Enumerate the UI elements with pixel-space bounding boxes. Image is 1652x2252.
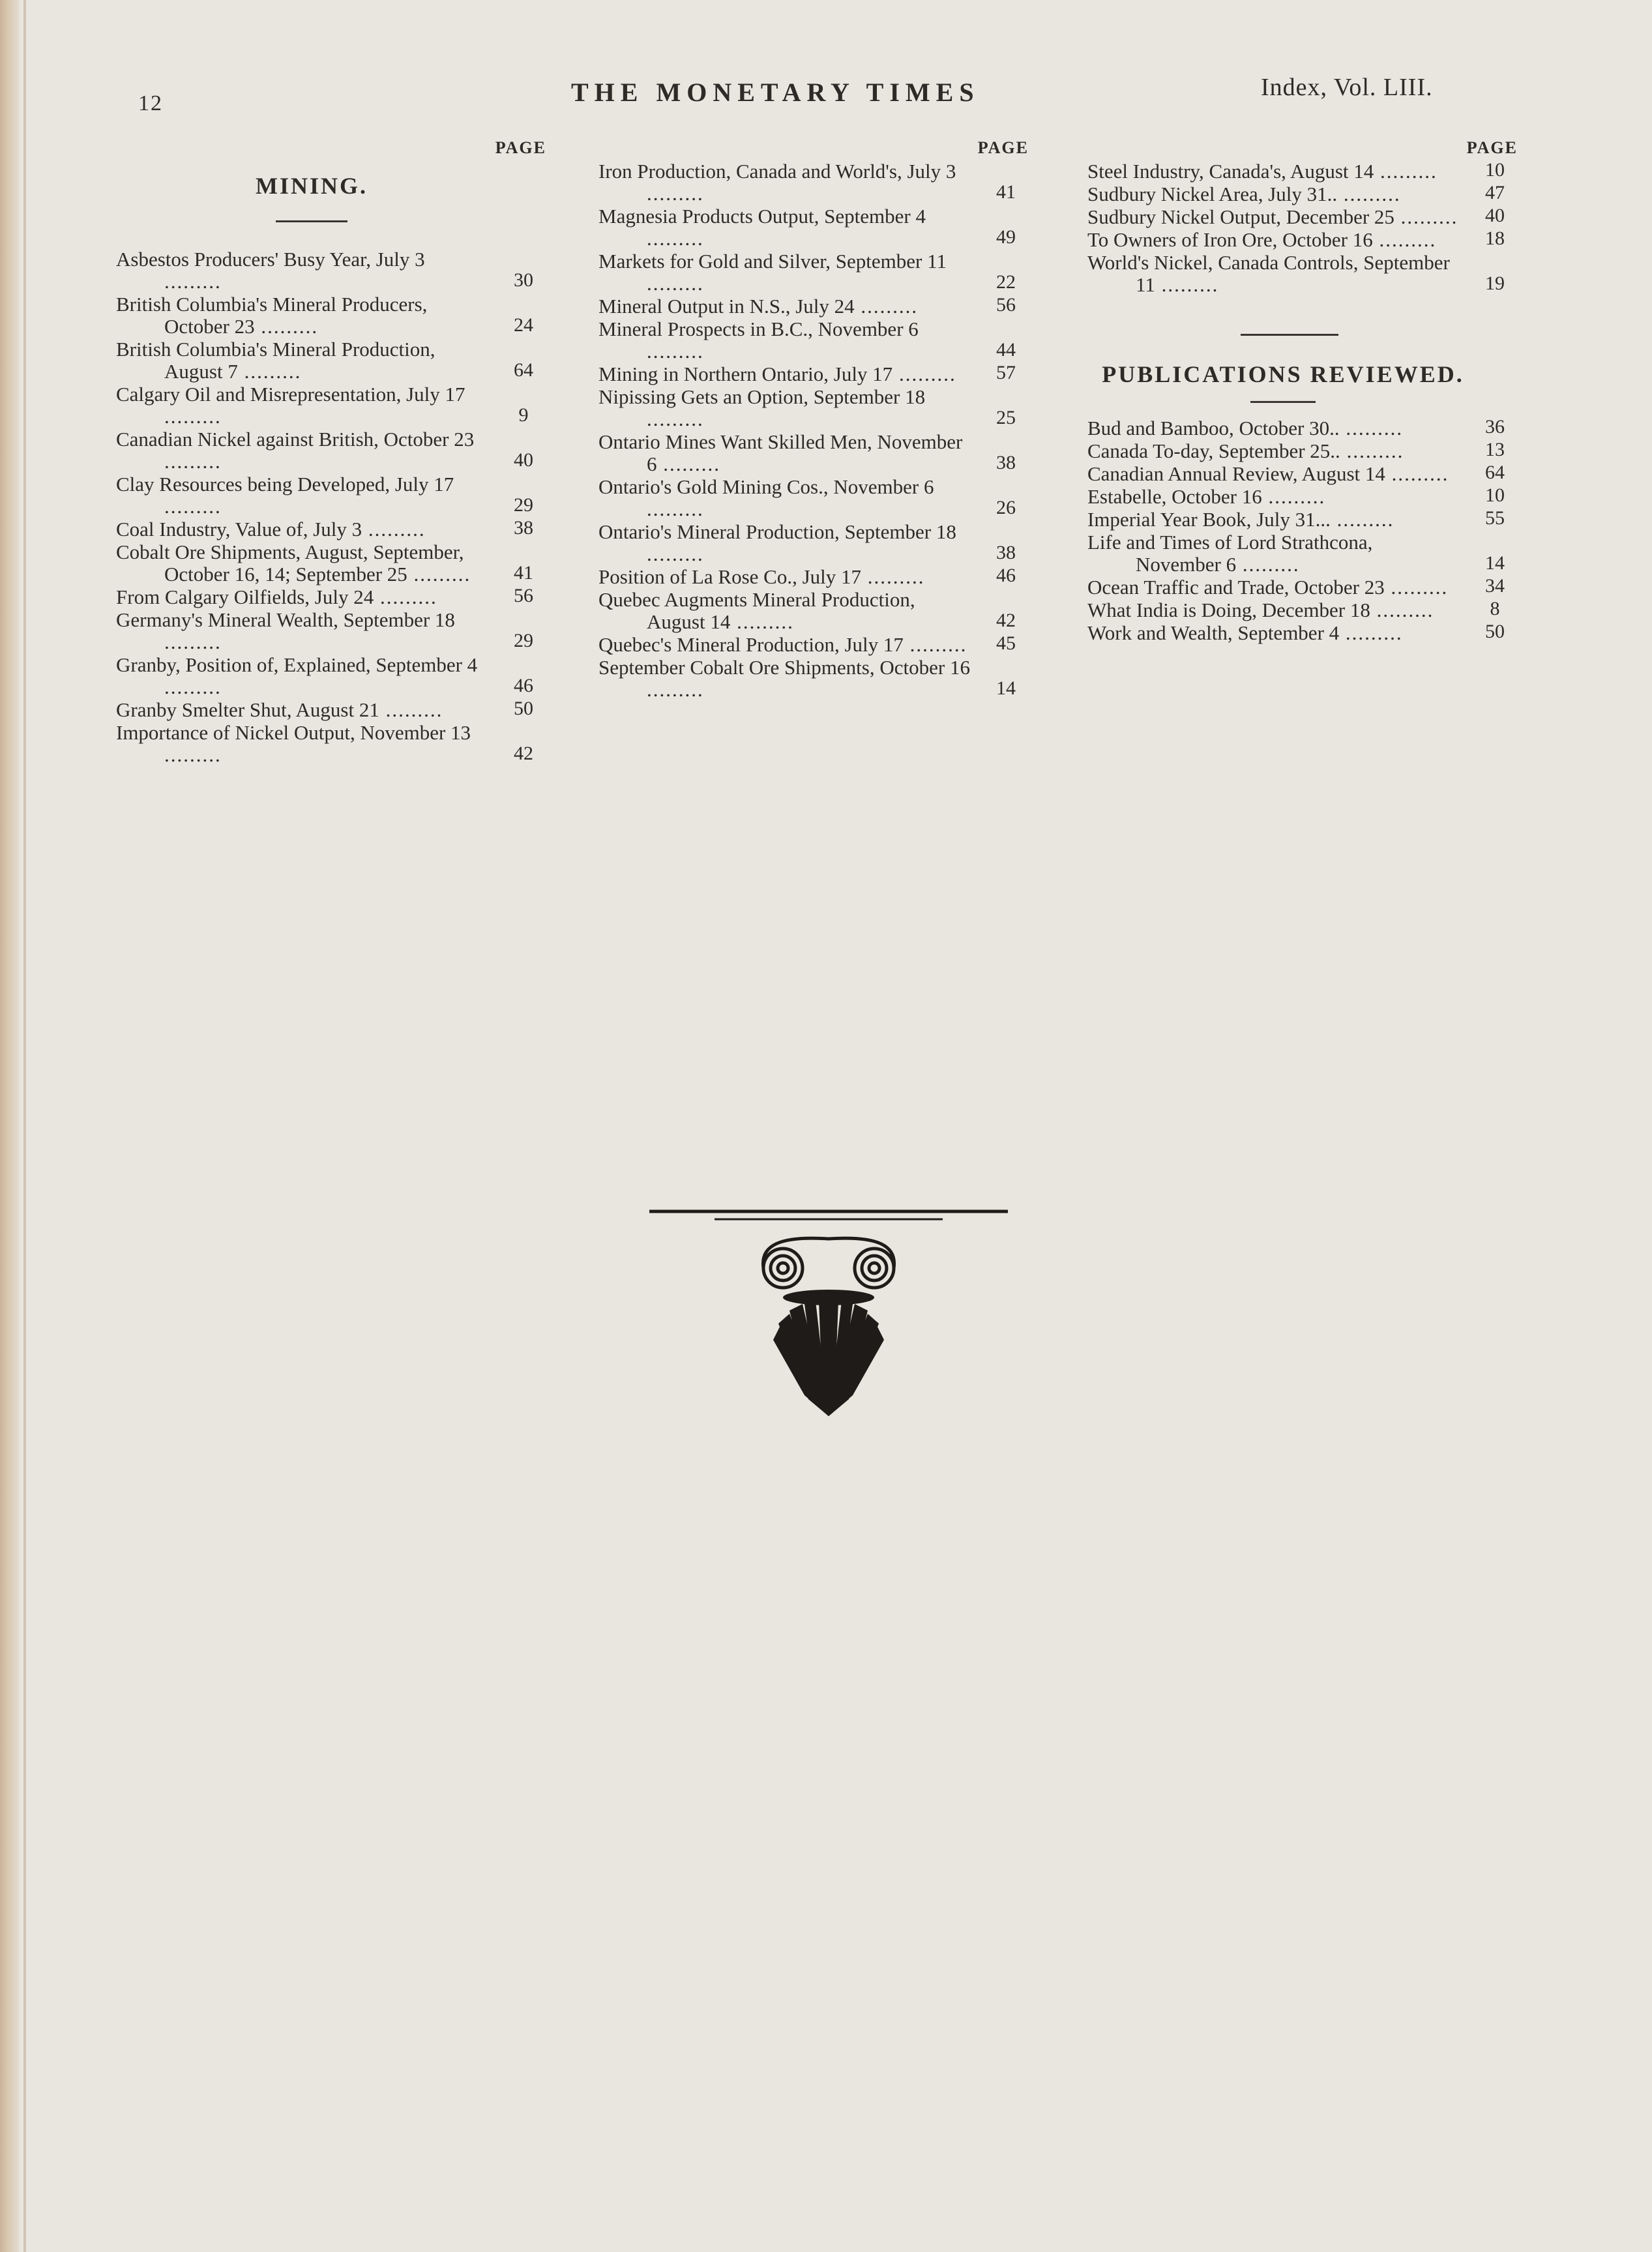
publication-entry bbox=[1087, 622, 1518, 644]
index-entry bbox=[598, 634, 1029, 656]
entry-page-number: 56 bbox=[996, 294, 1016, 316]
journal-title: THE MONETARY TIMES bbox=[571, 78, 980, 107]
dot-leader: ......... bbox=[647, 182, 704, 205]
heading-rule bbox=[1250, 401, 1316, 403]
section-heading-publications: PUBLICATIONS REVIEWED. bbox=[1102, 361, 1464, 387]
entry-title-text: September Cobalt Ore Shipments, October 16 bbox=[598, 656, 970, 679]
entry-page-number: 45 bbox=[996, 632, 1016, 654]
entry-title bbox=[598, 634, 970, 656]
entry-title-text: Clay Resources being Developed, July 17 bbox=[116, 473, 454, 496]
entry-title-text: World's Nickel, Canada Controls, September 11 bbox=[1087, 251, 1450, 296]
dot-leader: ......... bbox=[647, 497, 704, 520]
entry-title-text: Granby, Position of, Explained, September 4 bbox=[116, 653, 478, 676]
dot-leader: ......... bbox=[1339, 417, 1404, 439]
entry-title-text: Ontario Mines Want Skilled Men, November 6 bbox=[598, 430, 963, 475]
index-entry bbox=[598, 657, 1029, 701]
index-entry bbox=[1087, 229, 1518, 251]
dot-leader: ......... bbox=[164, 270, 222, 293]
dot-leader: ......... bbox=[254, 315, 319, 338]
mining-entry-list bbox=[1087, 160, 1518, 296]
dot-leader: ......... bbox=[237, 360, 302, 383]
entry-title bbox=[598, 160, 970, 205]
entry-page-number: 13 bbox=[1485, 439, 1505, 460]
entry-page-number: 38 bbox=[514, 517, 533, 539]
entry-page-number: 26 bbox=[996, 497, 1016, 518]
entry-page-number: 38 bbox=[996, 452, 1016, 473]
index-entry bbox=[116, 428, 546, 473]
entry-title bbox=[116, 248, 488, 293]
entry-page-number: 47 bbox=[1485, 182, 1505, 203]
index-column-1 bbox=[116, 138, 546, 767]
index-entry bbox=[1087, 160, 1518, 183]
dot-leader: ......... bbox=[903, 633, 967, 656]
entry-title-text: To Owners of Iron Ore, October 16 bbox=[1087, 228, 1373, 251]
index-entry bbox=[1087, 206, 1518, 228]
dot-leader: ......... bbox=[1340, 439, 1404, 462]
page-column-label: PAGE bbox=[495, 138, 546, 157]
dot-leader: ......... bbox=[164, 675, 222, 698]
index-entry bbox=[598, 160, 1029, 205]
index-entry bbox=[116, 654, 546, 698]
page-number: 12 bbox=[138, 91, 163, 115]
entry-title bbox=[598, 363, 970, 385]
entry-page-number: 44 bbox=[996, 339, 1016, 361]
entry-title-text: What India is Doing, December 18 bbox=[1087, 599, 1370, 621]
entry-title-text: Cobalt Ore Shipments, August, September, October 16, 14; September 25 bbox=[116, 541, 464, 585]
publication-entry bbox=[1087, 509, 1518, 531]
entry-page-number: 22 bbox=[996, 271, 1016, 293]
entry-title bbox=[116, 473, 488, 518]
entry-title bbox=[116, 293, 488, 338]
dot-leader: ......... bbox=[647, 272, 704, 295]
entry-title-text: Sudbury Nickel Output, December 25 bbox=[1087, 205, 1394, 228]
dot-leader: ......... bbox=[164, 450, 222, 473]
entry-title bbox=[1087, 531, 1459, 576]
entry-title-text: From Calgary Oilfields, July 24 bbox=[116, 585, 374, 608]
entry-title-text: Coal Industry, Value of, July 3 bbox=[116, 518, 362, 541]
heading-rule bbox=[276, 220, 347, 222]
entry-title bbox=[116, 586, 488, 608]
dot-leader: ......... bbox=[1394, 205, 1458, 228]
entry-title bbox=[1087, 252, 1459, 296]
dot-leader: ......... bbox=[1370, 599, 1434, 621]
entry-title-text: Asbestos Producers' Busy Year, July 3 bbox=[116, 248, 425, 271]
index-entry bbox=[116, 473, 546, 518]
entry-title bbox=[598, 589, 970, 633]
entry-title bbox=[1087, 463, 1459, 485]
dot-leader: ......... bbox=[1372, 228, 1437, 251]
entry-page-number: 49 bbox=[996, 226, 1016, 248]
index-entry bbox=[116, 383, 546, 428]
entry-title bbox=[1087, 183, 1459, 205]
entry-title bbox=[598, 205, 970, 250]
entry-title bbox=[116, 428, 488, 473]
index-entry bbox=[598, 476, 1029, 520]
dot-leader: ......... bbox=[164, 405, 222, 428]
entry-title bbox=[598, 657, 970, 701]
page-column-label: PAGE bbox=[1466, 138, 1518, 157]
entry-title bbox=[1087, 206, 1459, 228]
dot-leader: ......... bbox=[861, 565, 925, 588]
index-entry bbox=[116, 586, 546, 608]
publication-entry bbox=[1087, 599, 1518, 621]
dot-leader: ......... bbox=[647, 542, 704, 565]
entry-page-number: 41 bbox=[996, 181, 1016, 203]
entry-title-text: Ontario's Gold Mining Cos., November 6 bbox=[598, 475, 934, 498]
entry-page-number: 64 bbox=[1485, 462, 1505, 483]
entry-title-text: British Columbia's Mineral Producers, October 23 bbox=[116, 293, 428, 338]
dot-leader: ......... bbox=[379, 698, 443, 721]
publications-entry-list bbox=[1087, 417, 1518, 644]
dot-leader: ......... bbox=[1385, 462, 1449, 485]
entry-title-text: Quebec Augments Mineral Production, August 14 bbox=[598, 588, 915, 633]
publication-entry bbox=[1087, 576, 1518, 599]
index-entry bbox=[598, 205, 1029, 250]
entry-page-number: 10 bbox=[1485, 484, 1505, 506]
index-entry bbox=[598, 363, 1029, 385]
entry-title bbox=[598, 431, 970, 475]
page-column-label: PAGE bbox=[977, 138, 1029, 157]
index-entry bbox=[598, 521, 1029, 565]
entry-page-number: 50 bbox=[514, 698, 533, 719]
dot-leader: ......... bbox=[892, 363, 956, 385]
dot-leader: ......... bbox=[1155, 273, 1219, 296]
entry-title-text: Ocean Traffic and Trade, October 23 bbox=[1087, 576, 1385, 599]
entry-title-text: Steel Industry, Canada's, August 14 bbox=[1087, 160, 1374, 183]
entry-title-text: Life and Times of Lord Strathcona, November 6 bbox=[1087, 531, 1373, 576]
entry-title-text: Magnesia Products Output, September 4 bbox=[598, 205, 926, 228]
binding-shadow-line bbox=[23, 0, 26, 2252]
mining-entry-list bbox=[598, 160, 1029, 701]
index-column-3 bbox=[1087, 138, 1518, 645]
entry-page-number: 24 bbox=[514, 314, 533, 336]
entry-page-number: 29 bbox=[514, 630, 533, 651]
dot-leader: ......... bbox=[1261, 485, 1326, 508]
entry-page-number: 40 bbox=[1485, 205, 1505, 226]
mining-entry-list bbox=[116, 248, 546, 766]
entry-title-text: Position of La Rose Co., July 17 bbox=[598, 565, 862, 588]
entry-title bbox=[598, 318, 970, 363]
entry-title-text: Germany's Mineral Wealth, September 18 bbox=[116, 608, 455, 631]
index-entry bbox=[598, 250, 1029, 295]
entry-page-number: 19 bbox=[1485, 273, 1505, 294]
dot-leader: ......... bbox=[407, 563, 471, 585]
dot-leader: ......... bbox=[164, 630, 222, 653]
entry-page-number: 50 bbox=[1485, 621, 1505, 642]
entry-title-text: Importance of Nickel Output, November 13 bbox=[116, 721, 471, 744]
index-entry bbox=[598, 295, 1029, 318]
index-entry bbox=[1087, 183, 1518, 205]
entry-page-number: 8 bbox=[1490, 598, 1500, 619]
dot-leader: ......... bbox=[374, 585, 437, 608]
entry-title bbox=[598, 295, 970, 318]
section-heading-mining: MINING. bbox=[256, 173, 368, 199]
entry-title-text: British Columbia's Mineral Production, August 7 bbox=[116, 338, 435, 383]
dot-leader: ......... bbox=[1384, 576, 1449, 599]
entry-page-number: 9 bbox=[518, 404, 529, 426]
index-entry bbox=[116, 518, 546, 541]
index-entry bbox=[598, 431, 1029, 475]
entry-title bbox=[598, 566, 970, 588]
entry-page-number: 34 bbox=[1485, 575, 1505, 597]
entry-title-text: Quebec's Mineral Production, July 17 bbox=[598, 633, 904, 656]
entry-title bbox=[116, 609, 488, 653]
entry-title-text: Granby Smelter Shut, August 21 bbox=[116, 698, 379, 721]
publication-entry bbox=[1087, 440, 1518, 462]
dot-leader: ......... bbox=[647, 227, 704, 250]
entry-title-text: Bud and Bamboo, October 30.. bbox=[1087, 417, 1340, 439]
entry-title-text: Canadian Annual Review, August 14 bbox=[1087, 462, 1385, 485]
entry-title-text: Canadian Nickel against British, October 23 bbox=[116, 428, 475, 451]
entry-title-text: Work and Wealth, September 4 bbox=[1087, 621, 1340, 644]
dot-leader: ......... bbox=[1374, 160, 1438, 183]
entry-page-number: 42 bbox=[996, 610, 1016, 631]
entry-title bbox=[116, 654, 488, 698]
entry-title-text: Nipissing Gets an Option, September 18 bbox=[598, 385, 926, 408]
entry-title bbox=[1087, 599, 1459, 621]
entry-page-number: 30 bbox=[514, 269, 533, 291]
entry-title bbox=[598, 386, 970, 430]
volume-label: Index, Vol. LIII. bbox=[1261, 74, 1433, 101]
index-entry bbox=[116, 722, 546, 766]
index-entry bbox=[116, 338, 546, 383]
entry-title bbox=[1087, 417, 1459, 439]
index-entry bbox=[598, 386, 1029, 430]
entry-title-text: Canada To-day, September 25.. bbox=[1087, 439, 1340, 462]
dot-leader: ......... bbox=[1236, 553, 1300, 576]
entry-page-number: 40 bbox=[514, 449, 533, 471]
index-entry bbox=[116, 541, 546, 585]
entry-title bbox=[1087, 160, 1459, 183]
index-entry bbox=[116, 248, 546, 293]
entry-page-number: 57 bbox=[996, 362, 1016, 383]
entry-page-number: 25 bbox=[996, 407, 1016, 428]
index-column-2 bbox=[598, 138, 1029, 702]
publication-entry bbox=[1087, 531, 1518, 576]
index-entry bbox=[1087, 252, 1518, 296]
entry-title-text: Iron Production, Canada and World's, July 3 bbox=[598, 160, 956, 183]
entry-title-text: Mining in Northern Ontario, July 17 bbox=[598, 363, 893, 385]
entry-page-number: 46 bbox=[996, 565, 1016, 586]
entry-page-number: 14 bbox=[996, 677, 1016, 699]
scroll-palmette-ornament-icon bbox=[649, 1206, 1008, 1421]
entry-page-number: 64 bbox=[514, 359, 533, 381]
entry-title bbox=[116, 518, 488, 541]
dot-leader: ......... bbox=[647, 407, 704, 430]
publication-entry bbox=[1087, 417, 1518, 439]
entry-page-number: 56 bbox=[514, 585, 533, 606]
entry-title bbox=[1087, 576, 1459, 599]
entry-title-text: Imperial Year Book, July 31... bbox=[1087, 508, 1331, 531]
entry-title-text: Estabelle, October 16 bbox=[1087, 485, 1262, 508]
entry-title-text: Ontario's Mineral Production, September 18 bbox=[598, 520, 956, 543]
section-divider bbox=[1241, 334, 1338, 336]
entry-page-number: 36 bbox=[1485, 416, 1505, 437]
entry-page-number: 38 bbox=[996, 542, 1016, 563]
dot-leader: ......... bbox=[854, 295, 919, 318]
entry-page-number: 55 bbox=[1485, 507, 1505, 529]
entry-page-number: 10 bbox=[1485, 159, 1505, 181]
entry-page-number: 42 bbox=[514, 743, 533, 764]
page-header bbox=[0, 73, 1652, 115]
index-entry bbox=[116, 293, 546, 338]
page-binding-edge bbox=[0, 0, 20, 2252]
dot-leader: ......... bbox=[730, 610, 794, 633]
entry-page-number: 14 bbox=[1485, 552, 1505, 574]
entry-title bbox=[116, 383, 488, 428]
dot-leader: ......... bbox=[647, 678, 704, 701]
entry-title bbox=[1087, 440, 1459, 462]
entry-title bbox=[1087, 509, 1459, 531]
index-entry bbox=[598, 589, 1029, 633]
dot-leader: ......... bbox=[656, 452, 720, 475]
index-entry bbox=[598, 566, 1029, 588]
entry-title-text: Mineral Prospects in B.C., November 6 bbox=[598, 318, 919, 340]
entry-title-text: Calgary Oil and Misrepresentation, July 17 bbox=[116, 383, 465, 406]
entry-title bbox=[1087, 622, 1459, 644]
dot-leader: ......... bbox=[647, 340, 704, 363]
entry-title-text: Mineral Output in N.S., July 24 bbox=[598, 295, 855, 318]
entry-title bbox=[116, 699, 488, 721]
dot-leader: ......... bbox=[164, 495, 222, 518]
entry-page-number: 46 bbox=[514, 675, 533, 696]
entry-title-text: Markets for Gold and Silver, September 11 bbox=[598, 250, 947, 273]
entry-page-number: 18 bbox=[1485, 228, 1505, 249]
entry-page-number: 29 bbox=[514, 494, 533, 516]
entry-title bbox=[1087, 229, 1459, 251]
dot-leader: ......... bbox=[164, 743, 222, 766]
entry-title bbox=[598, 250, 970, 295]
entry-page-number: 41 bbox=[514, 562, 533, 584]
entry-title bbox=[116, 338, 488, 383]
index-entry bbox=[116, 609, 546, 653]
dot-leader: ......... bbox=[1330, 508, 1394, 531]
entry-title bbox=[598, 521, 970, 565]
publication-entry bbox=[1087, 463, 1518, 485]
entry-title bbox=[598, 476, 970, 520]
publication-entry bbox=[1087, 486, 1518, 508]
entry-title bbox=[116, 541, 488, 585]
entry-title bbox=[116, 722, 488, 766]
entry-title bbox=[1087, 486, 1459, 508]
index-entry bbox=[598, 318, 1029, 363]
index-entry bbox=[116, 699, 546, 721]
dot-leader: ......... bbox=[1337, 183, 1401, 205]
dot-leader: ......... bbox=[362, 518, 426, 541]
entry-title-text: Sudbury Nickel Area, July 31.. bbox=[1087, 183, 1338, 205]
dot-leader: ......... bbox=[1339, 621, 1403, 644]
